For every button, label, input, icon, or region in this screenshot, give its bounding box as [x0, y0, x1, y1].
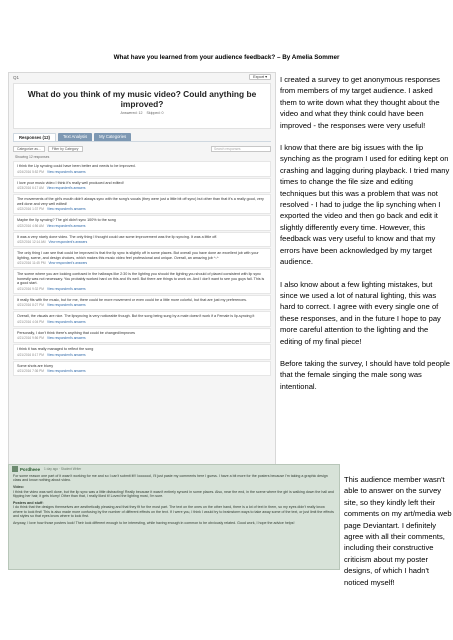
view-answers-link[interactable]: View respondent's answers: [46, 286, 86, 291]
response-meta: [17, 369, 267, 373]
response-meta: [17, 303, 267, 307]
view-answers-link[interactable]: View respondent's answers: [46, 169, 86, 174]
filter-bar: [13, 145, 271, 153]
response-text: I think the Lip syncing could have been better and needs to be improved.: [17, 164, 136, 168]
response-date: 4/23/2016 6:17 AM: [17, 186, 44, 190]
table-row: [13, 328, 271, 344]
table-row: [13, 232, 271, 248]
response-text: Personally, I don't think there's anything that could be changed/improves: [17, 330, 135, 335]
question-box: [13, 83, 271, 129]
response-date: 4/22/2016 4:56 AM: [17, 223, 44, 228]
view-answers-link[interactable]: View respondent's answers: [46, 207, 86, 211]
commentary: [280, 74, 450, 403]
answer-stats: [14, 111, 270, 115]
comment-username[interactable]: Pordheee: [20, 466, 41, 472]
tab-my-categories[interactable]: My Categories: [94, 133, 131, 141]
view-answers-link[interactable]: View respondent's answers: [48, 261, 88, 265]
filter-dropdown[interactable]: Filter by Category: [48, 146, 83, 152]
response-date: 4/21/2016 7:36 PM: [17, 369, 44, 373]
response-text: Overall, the visuals are nice. The lipsyncing is very noticeable though. But the song being sung by a male doesn't work if a Female is lip-syncing it: [17, 314, 255, 318]
deviantart-comment: [8, 464, 340, 570]
table-row: [13, 311, 271, 327]
survey-panel: [8, 72, 276, 510]
response-text: Maybe the lip syncing? The girl didn't sync 100% to the song: [17, 218, 116, 222]
view-answers-link[interactable]: View respondent's answers: [46, 369, 86, 373]
view-answers-link[interactable]: View respondent's answers: [46, 352, 86, 357]
view-answers-link[interactable]: View respondent's answers: [46, 303, 86, 307]
answered-count: Answered: 12: [120, 111, 143, 115]
export-button[interactable]: Export ▾: [249, 74, 271, 80]
response-date: 4/24/2016 5:52 PM: [17, 169, 44, 174]
response-text: It really fits with the music, but for me, there could be more movement or even could be a little more colorful, but that are just my preferences.: [17, 297, 247, 302]
response-date: 4/22/2016 12:14 AM: [17, 240, 46, 244]
showing-count: Showing 12 responses: [15, 155, 50, 159]
response-meta: [17, 207, 267, 211]
response-text: It was a very nicely done video. The only thing I thought could use some improvement was the lip syncing. It was a little off.: [17, 234, 218, 239]
note-paragraph: I created a survey to get anonymous responses from members of my target audience. I asked them to write down what they thought about the video and what they think could have been improved - the responses were very useful!: [280, 75, 440, 130]
search-input[interactable]: Search responses: [211, 146, 271, 152]
comment-intro: For some reason one part of it wasn't working for me and so I can't submit it!!! looooool, I'll just paste my comments here I guess. I have a bit more for the posters because I'm taking a graphic design class and know nothing about video.: [13, 474, 328, 483]
note-paragraph: Before taking the survey, I should have told people that the female singing the male song was intentional.: [280, 358, 450, 391]
avatar: [12, 466, 18, 472]
question-title: What do you think of my music video? Could anything be improved?: [27, 89, 257, 109]
view-answers-link[interactable]: View respondent's answers: [48, 240, 88, 244]
categorize-dropdown[interactable]: Categorize as...: [13, 146, 45, 152]
view-answers-link[interactable]: View respondent's answers: [46, 319, 86, 324]
response-list: [13, 161, 271, 376]
skipped-count: Skipped: 0: [146, 111, 164, 115]
posters-comment: I do think that the designs themselves are aesthetically pleasing and that they fit for the most part. The text on the ones on the other hand, there is a lot of text in them, so my eyes didn't really know where to look first! This is also made more confusing by the number of different effects on the text. If I were you, I think I would try to brainstorm ways to take away some of the text, or just limit the effects and styles so that eyes know where to look first.: [13, 505, 334, 519]
response-text: The movements of the girl's mouth didn't always sync with the song's vocals (they were just a little bit off sync) but other than that it's a really good, very well done and very well edited!: [17, 197, 264, 206]
response-date: 4/21/2016 4:04 PM: [17, 319, 44, 324]
survey-header: [9, 73, 275, 81]
comment-meta: 1 day ago · Student Writer: [44, 467, 82, 471]
tab-bar: [13, 132, 271, 142]
response-date: 4/21/2016 11:45 PM: [17, 261, 46, 265]
table-row: [13, 361, 271, 377]
table-row: [13, 161, 271, 177]
response-meta: [17, 336, 267, 340]
table-row: [13, 248, 271, 268]
response-text: I love your music video I think it's really well produced and edited!: [17, 180, 124, 185]
view-answers-link[interactable]: View respondent's answers: [46, 336, 86, 340]
question-number: Q1: [13, 74, 20, 80]
table-row: [13, 194, 271, 214]
response-text: The only thing I can see that could be improved is that the lip sync is slightly off in some places. But overall you have done an excellent job with your lighting, scene, and design choices, which makes this music video feel professional and unique. Overall, an amazing job ^-^: [17, 251, 259, 260]
response-meta: [17, 353, 267, 357]
table-row: [13, 178, 271, 194]
table-row: [13, 269, 271, 294]
page-title: What have you learned from your audience feedback? – By Amelia Sommer: [113, 54, 340, 61]
response-meta: [17, 287, 267, 291]
deviantart-note: This audience member wasn't able to answer on the survey site, so they kindly left their comments on my art/media web page Deviantart. I definitely agree with all their comments, including their constructive criticism about my poster designs, of which I hadn't noticed myself!: [344, 475, 452, 587]
comment-body: [9, 473, 339, 529]
response-text: Some shots are blurry: [17, 363, 54, 368]
table-row: [13, 215, 271, 231]
response-date: 4/21/2016 8:17 PM: [17, 352, 44, 357]
posters-label: Posters and stuff:: [13, 501, 44, 506]
response-meta: [17, 170, 267, 174]
view-answers-link[interactable]: View respondent's answers: [46, 186, 86, 190]
response-date: 4/21/2016 8:27 PM: [17, 303, 44, 307]
table-row: [13, 344, 271, 360]
note-paragraph: I also know about a few lighting mistakes, but since we used a lot of natural lighting, this was hard to correct. I agree with every single one of these responses, and in the future I hope to pay more careful attention to the lighting and the editing of my final piece!: [280, 279, 441, 346]
tab-text-analysis[interactable]: Text Analysis: [58, 133, 92, 141]
comment-closing: Anyway, I love how those posters look! Their look different enough to be interesting, while having enough in common to be obviously related. Good work, I hope the advice helps!: [13, 521, 295, 526]
response-text: I think it has really managed to reflect the song: [17, 347, 94, 351]
response-meta: [17, 224, 267, 228]
response-meta: [17, 186, 267, 190]
response-meta: [17, 320, 267, 324]
response-date: 4/21/2016 9:56 PM: [17, 336, 44, 340]
table-row: [13, 295, 271, 311]
response-text: The scene where you are looking confused in the hallways like 2:30 is the lighting you should the lighting you should of placed consistent with lip sync honestly was not necessary. You probably worked hard on this and it's well. But there are things to work on. And I don't want to see you guys fail. This is a good start.: [17, 272, 265, 285]
response-meta: [17, 261, 267, 265]
note-paragraph: I know that there are big issues with the lip synching as the program I used for editing kept on crashing and lagging during playback. I tried many times to change the file size and editing techniques but this was a problem that was not resolved - I had to judge the lip synching when I exported the video and then go back and edit it slightly differently every time. However, this feedback was very useful to know and that my errors have been acknowledged by my target audience.: [280, 143, 450, 267]
view-answers-link[interactable]: View respondent's answers: [46, 223, 86, 228]
response-date: 4/22/2016 1:37 PM: [17, 207, 44, 211]
video-label: Video:: [13, 485, 24, 490]
tab-responses[interactable]: Responses (12): [13, 133, 56, 141]
response-date: 4/21/2016 9:32 PM: [17, 286, 44, 291]
comment-header: [9, 465, 339, 473]
response-meta: [17, 240, 267, 244]
video-comment: I think the video was well done, but the lip sync was a little distracting! Really because it wasn't entirely synced in some places. Also, near the end, in the scene where the girl is walking down the hall and flipping her hair, it gets blurry! Other than that, I really liked it! Loved the lighting most, I'm sure.: [13, 489, 334, 499]
